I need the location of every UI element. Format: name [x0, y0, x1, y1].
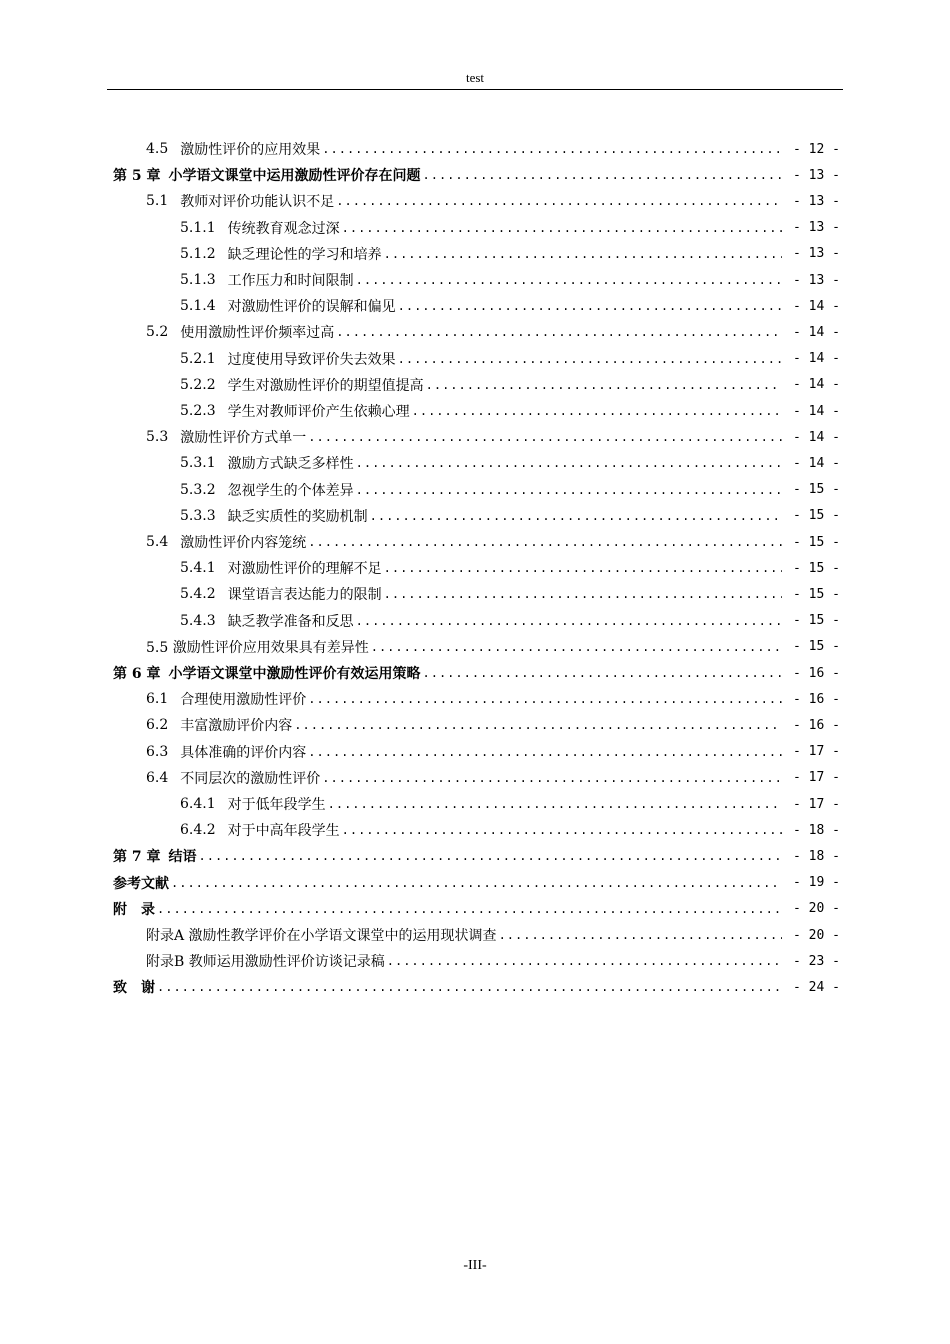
toc-entry[interactable]	[146, 424, 840, 450]
toc-entry-title: 合理使用激励性评价	[180, 692, 307, 709]
toc-entry[interactable]	[146, 712, 840, 738]
toc-entry[interactable]	[180, 346, 840, 372]
dot-leader	[384, 561, 782, 575]
toc-entry[interactable]	[180, 241, 840, 267]
toc-entry[interactable]	[146, 948, 840, 974]
toc-entry-number: 5.2.1	[180, 350, 216, 367]
toc-entry-page: - 20 -	[793, 901, 840, 917]
header-divider	[107, 89, 843, 90]
toc-entry-number: 6.3	[146, 743, 169, 760]
toc-entry-page: - 15 -	[793, 508, 840, 524]
toc-entry-page: - 16 -	[793, 691, 840, 707]
toc-entry-page: - 13 -	[793, 220, 840, 236]
toc-entry-number: 5.3.2	[180, 481, 216, 498]
toc-entry-number: 5.1	[146, 193, 169, 210]
dot-leader	[322, 771, 782, 785]
toc-entry-page: - 18 -	[793, 822, 840, 838]
toc-entry[interactable]	[180, 503, 840, 529]
dot-leader	[342, 221, 782, 235]
toc-entry-title: 附录B 教师运用激励性评价访谈记录稿	[146, 954, 385, 971]
toc-entry[interactable]	[146, 686, 840, 712]
dot-leader	[294, 718, 782, 732]
dot-leader	[356, 483, 782, 497]
toc-entry-title: 不同层次的激励性评价	[180, 770, 321, 787]
toc-entry-number: 第 6 章	[113, 666, 161, 682]
toc-entry[interactable]	[146, 634, 840, 660]
dot-leader	[356, 614, 782, 628]
dot-leader	[423, 666, 783, 680]
toc-entry-title: 课堂语言表达能力的限制	[227, 587, 382, 604]
toc-entry[interactable]	[180, 398, 840, 424]
toc-entry-number: 5.1.4	[180, 298, 216, 315]
toc-entry-number: 5.4.1	[180, 560, 216, 577]
dot-leader	[387, 954, 782, 968]
toc-entry-page: - 16 -	[793, 717, 840, 733]
toc-entry-title: 激励方式缺乏多样性	[227, 456, 354, 473]
toc-entry-title: 对于中高年段学生	[227, 823, 340, 840]
toc-entry-page: - 14 -	[793, 298, 840, 314]
toc-entry-title: 参考文献	[113, 875, 169, 892]
dot-leader	[308, 692, 782, 706]
toc-entry-title: 对激励性评价的理解不足	[227, 561, 382, 578]
toc-entry-page: - 13 -	[793, 246, 840, 262]
toc-entry-page: - 14 -	[793, 455, 840, 471]
toc-entry-number: 5.1.3	[180, 272, 216, 288]
toc-entry[interactable]	[180, 372, 840, 398]
toc-entry-page: - 17 -	[793, 770, 840, 786]
toc-entry-title: 使用激励性评价频率过高	[180, 325, 335, 342]
toc-entry[interactable]	[113, 843, 840, 869]
toc-entry[interactable]	[113, 660, 840, 686]
toc-entry-page: - 15 -	[793, 639, 840, 655]
toc-entry-title: 教师对评价功能认识不足	[180, 194, 335, 211]
toc-entry-page: - 15 -	[793, 613, 840, 629]
toc-entry-title: 工作压力和时间限制	[227, 273, 354, 289]
dot-leader	[308, 430, 782, 444]
toc-entry[interactable]	[180, 215, 840, 241]
toc-entry[interactable]	[180, 477, 840, 503]
toc-entry-title: 对激励性评价的误解和偏见	[227, 299, 396, 316]
toc-entry-number: 5.1.2	[180, 245, 216, 262]
dot-leader	[356, 273, 782, 287]
toc-entry[interactable]	[113, 974, 840, 1000]
toc-entry-title: 学生对教师评价产生依赖心理	[227, 404, 410, 420]
dot-leader	[370, 509, 782, 523]
toc-entry-page: - 14 -	[793, 377, 840, 393]
toc-entry[interactable]	[180, 555, 840, 581]
toc-entry-title: 激励性评价方式单一	[180, 430, 307, 447]
toc-entry-title: 对于低年段学生	[227, 797, 326, 813]
dot-leader	[356, 456, 782, 470]
dot-leader	[398, 299, 782, 313]
toc-entry-title: 学生对激励性评价的期望值提高	[227, 377, 424, 394]
dot-leader	[322, 142, 782, 156]
dot-leader	[308, 745, 782, 759]
page-header: test	[465, 70, 485, 85]
toc-entry-page: - 14 -	[793, 403, 840, 419]
toc-entry-title: 缺乏理论性的学习和培养	[227, 246, 382, 263]
toc-entry-number: 6.2	[146, 717, 169, 734]
toc-entry[interactable]	[146, 188, 840, 214]
dot-leader	[398, 352, 782, 366]
toc-entry[interactable]	[146, 765, 840, 791]
toc-entry-title: 小学语文课堂中运用激励性评价存在问题	[168, 168, 421, 185]
toc-entry-number: 5.4.2	[180, 586, 216, 603]
toc-entry-title: 缺乏实质性的奖励机制	[227, 508, 368, 525]
toc-entry-title: 缺乏教学准备和反思	[227, 613, 354, 630]
toc-entry-page: - 24 -	[793, 979, 840, 995]
toc-entry-page: - 18 -	[793, 848, 840, 864]
toc-entry-number: 4.5	[146, 141, 169, 157]
toc-entry-title: 致 谢	[113, 980, 155, 997]
toc-entry[interactable]	[180, 293, 840, 319]
toc-entry-number: 6.4.2	[180, 822, 216, 839]
toc-entry-title: 附 录	[113, 901, 155, 918]
toc-entry[interactable]	[146, 739, 840, 765]
dot-leader	[336, 325, 782, 339]
toc-entry-page: - 15 -	[793, 586, 840, 602]
toc-entry-number: 5.3.3	[180, 507, 216, 524]
toc-entry-number: 6.4	[146, 769, 169, 786]
toc-entry-page: - 14 -	[793, 324, 840, 340]
toc-entry-page: - 20 -	[793, 927, 840, 943]
toc-entry-page: - 13 -	[793, 167, 840, 183]
dot-leader	[328, 797, 782, 811]
toc-entry[interactable]	[146, 319, 840, 345]
toc-entry[interactable]	[180, 608, 840, 634]
dot-leader	[342, 823, 782, 837]
toc-entry-number: 5.4	[146, 534, 169, 550]
dot-leader	[384, 587, 782, 601]
toc-entry-title: 丰富激励评价内容	[180, 718, 293, 735]
dot-leader	[423, 168, 783, 182]
toc-entry[interactable]	[180, 267, 840, 293]
toc-entry-number: 5.3	[146, 429, 169, 446]
toc-entry-page: - 14 -	[793, 351, 840, 367]
toc-entry-title: 激励性评价内容笼统	[180, 535, 307, 551]
toc-entry-page: - 17 -	[793, 796, 840, 812]
toc-entry-page: - 16 -	[793, 665, 840, 681]
toc-entry-title: 附录A 激励性教学评价在小学语文课堂中的运用现状调查	[146, 928, 497, 944]
toc-entry-page: - 13 -	[793, 193, 840, 209]
toc-entry-number: 6.1	[146, 691, 169, 708]
toc-entry[interactable]	[113, 870, 840, 896]
toc-entry-page: - 13 -	[793, 272, 840, 288]
toc-entry-page: - 14 -	[793, 429, 840, 445]
dot-leader	[336, 194, 782, 208]
toc-entry-number: 第 7 章	[113, 849, 161, 866]
toc-entry[interactable]	[113, 896, 840, 922]
dot-leader	[199, 849, 783, 863]
toc-entry-number: 6.4.1	[180, 796, 216, 812]
toc-entry[interactable]	[180, 581, 840, 607]
toc-entry-title: 5.5 激励性评价应用效果具有差异性	[146, 639, 369, 656]
dot-leader	[371, 640, 782, 654]
toc-entry-page: - 19 -	[793, 875, 840, 891]
toc-entry-title: 具体准确的评价内容	[180, 744, 307, 761]
toc-entry[interactable]	[180, 817, 840, 843]
toc-entry-page: - 15 -	[793, 560, 840, 576]
toc-entry-number: 第 5 章	[113, 168, 161, 185]
toc-entry-title: 激励性评价的应用效果	[180, 142, 321, 158]
page-number: -III-	[463, 1258, 487, 1273]
dot-leader	[499, 928, 782, 942]
toc-entry[interactable]	[146, 136, 840, 162]
toc-entry-number: 5.2.3	[180, 403, 216, 419]
toc-entry-number: 5.1.1	[180, 219, 216, 236]
toc-entry-page: - 23 -	[793, 953, 840, 969]
toc-entry-page: - 15 -	[793, 534, 840, 550]
dot-leader	[157, 980, 782, 994]
dot-leader	[157, 902, 782, 916]
toc-entry-number: 5.4.3	[180, 612, 216, 629]
toc-entry-title: 结语	[168, 849, 197, 866]
dot-leader	[308, 535, 782, 549]
toc-entry-page: - 17 -	[793, 744, 840, 760]
dot-leader	[384, 247, 782, 261]
toc-entry[interactable]	[113, 162, 840, 188]
toc-entry-number: 5.2	[146, 324, 169, 341]
dot-leader	[171, 876, 782, 890]
toc-entry[interactable]	[180, 791, 840, 817]
toc-entry[interactable]	[146, 922, 840, 948]
dot-leader	[426, 378, 782, 392]
toc-entry-page: - 15 -	[793, 482, 840, 498]
toc-entry-title: 忽视学生的个体差异	[227, 482, 354, 499]
toc-entry-page: - 12 -	[793, 141, 840, 157]
toc-entry[interactable]	[146, 529, 840, 555]
dot-leader	[412, 404, 782, 418]
toc-entry-title: 小学语文课堂中激励性评价有效运用策略	[168, 666, 421, 682]
toc-entry-title: 传统教育观念过深	[227, 220, 340, 237]
toc-entry-number: 5.2.2	[180, 376, 216, 393]
toc-entry-title: 过度使用导致评价失去效果	[227, 351, 396, 368]
toc-entry-number: 5.3.1	[180, 455, 216, 472]
toc-entry[interactable]	[180, 450, 840, 476]
